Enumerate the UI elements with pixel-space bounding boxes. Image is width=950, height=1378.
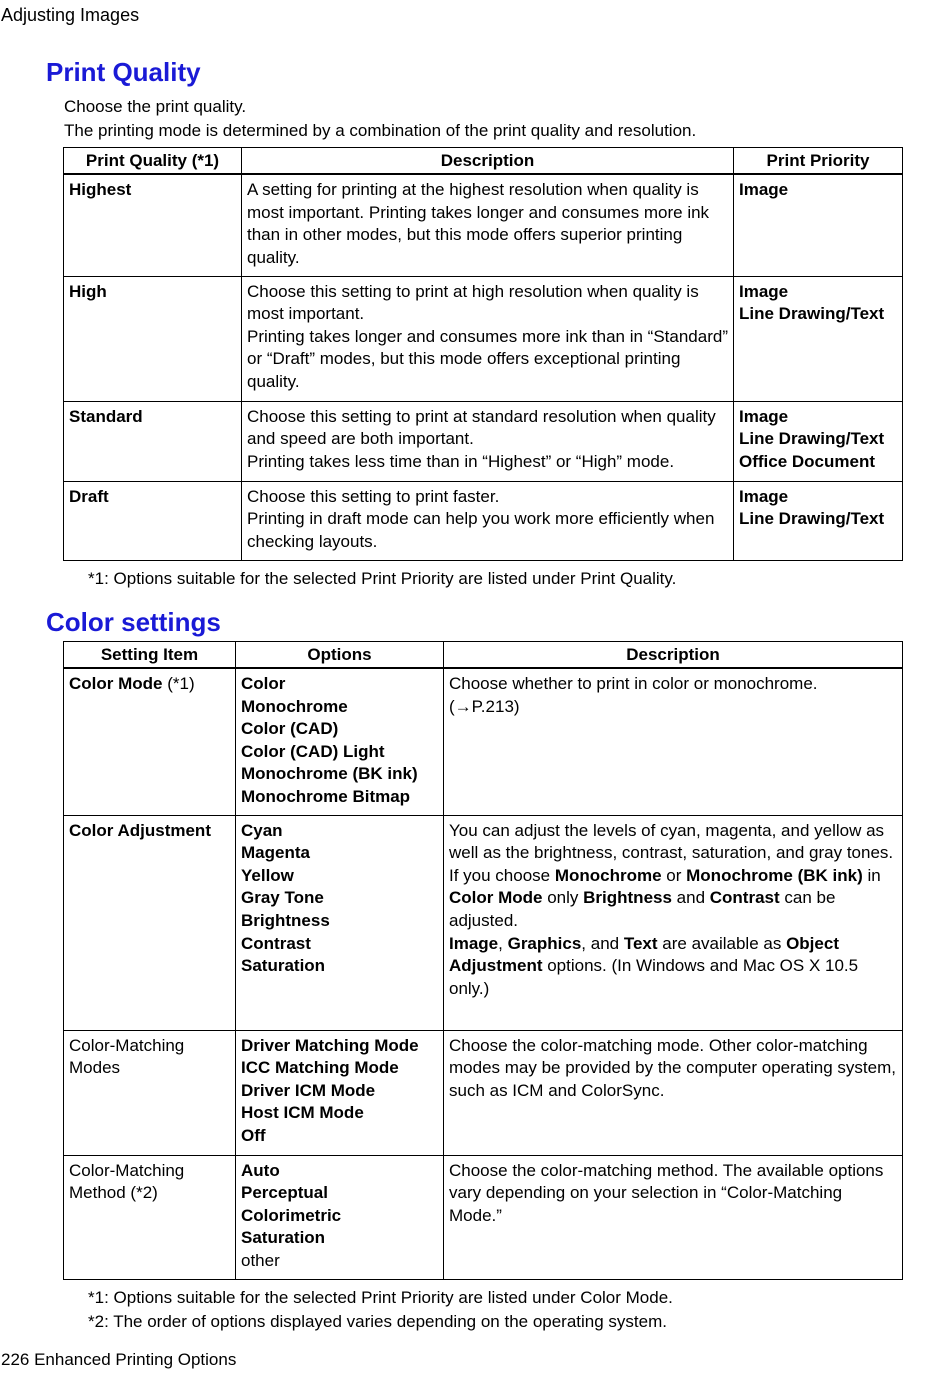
text-run: If you choose (449, 865, 555, 885)
quality-description (242, 276, 734, 401)
option-item: Host ICM Mode (241, 1103, 364, 1123)
table-row (64, 668, 903, 815)
text-run: options. (In Windows and Mac OS X 10.5 only.) (449, 956, 859, 998)
option-item: Driver ICM Mode (241, 1080, 376, 1100)
description-paragraph (449, 933, 897, 1001)
column-header: Print Priority (734, 148, 903, 175)
option-item: Perceptual (241, 1183, 328, 1203)
option-item: Auto (241, 1160, 280, 1180)
description-line: Choose this setting to print faster. (247, 486, 500, 506)
setting-item (64, 668, 236, 815)
description-line: Printing takes less time than in “Highest” or “High” mode. (247, 451, 675, 471)
text-run: or (661, 865, 687, 885)
text-run: , (498, 933, 508, 953)
text-run: only (542, 888, 584, 908)
priority-item: Line Drawing/Text (739, 304, 885, 324)
option-item: Driver Matching Mode (241, 1035, 419, 1055)
quality-priority (734, 174, 903, 276)
setting-item-line: Color-Matching (69, 1035, 185, 1055)
table-header-row (64, 148, 903, 175)
term: Monochrome (BK ink) (686, 865, 863, 885)
print-quality-intro-1: Choose the print quality. (64, 97, 247, 116)
setting-item-line: Method (*2) (69, 1183, 158, 1203)
priority-item: Image (739, 406, 789, 426)
text-run: can be adjusted. (449, 888, 836, 930)
option-item: Saturation (241, 956, 326, 976)
quality-name: Standard (64, 401, 242, 481)
quality-priority (734, 276, 903, 401)
option-item: Yellow (241, 865, 294, 885)
setting-item-name: Color Adjustment (64, 815, 236, 1030)
table-row (64, 174, 903, 276)
option-item: Color (241, 674, 286, 693)
column-header: Setting Item (64, 642, 236, 669)
priority-item: Office Document (739, 451, 876, 471)
term: Contrast (709, 888, 780, 908)
option-item: Monochrome Bitmap (241, 786, 411, 806)
setting-description (444, 668, 903, 815)
term: Text (623, 933, 658, 953)
term: Image (449, 933, 499, 953)
option-item: Cyan (241, 820, 283, 840)
description-line: Choose whether to print in color or monochrome. (449, 674, 818, 693)
option-item: Brightness (241, 910, 330, 930)
priority-item: Image (739, 486, 789, 506)
term: Color Mode (449, 888, 543, 908)
option-item: Gray Tone (241, 888, 324, 908)
running-header: Adjusting Images (1, 5, 140, 25)
option-item: Saturation (241, 1228, 326, 1248)
option-item: other (241, 1250, 280, 1270)
print-quality-table (63, 147, 903, 561)
setting-options (236, 1030, 444, 1155)
color-settings-footnote-1: *1: Options suitable for the selected Print Priority are listed under Color Mode. (88, 1288, 673, 1307)
priority-item: Line Drawing/Text (739, 509, 885, 529)
option-item: Color (CAD) (241, 719, 339, 739)
color-settings-heading: Color settings (46, 607, 221, 637)
quality-description (242, 401, 734, 481)
setting-description: Choose the color-matching mode. Other color-matching modes may be provided by the computer operating system, such as ICM and ColorSync. (444, 1030, 903, 1155)
quality-description: A setting for printing at the highest resolution when quality is most important. Printing takes longer and consumes more ink than in other modes, but this mode offers superior printing quality. (242, 174, 734, 276)
print-quality-intro-2: The printing mode is determined by a combination of the print quality and resolution. (64, 121, 697, 140)
column-header: Description (444, 642, 903, 669)
quality-priority (734, 401, 903, 481)
color-settings-table (63, 641, 903, 1280)
text-run: , and (581, 933, 624, 953)
priority-item: Image (739, 281, 789, 301)
quality-name: Highest (64, 174, 242, 276)
option-item: Off (241, 1125, 266, 1145)
table-row (64, 1030, 903, 1155)
description-line: Printing takes longer and consumes more ink than in “Standard” or “Draft” modes, but this mode offers exceptional printing quality. (247, 326, 728, 391)
print-quality-heading: Print Quality (46, 57, 201, 87)
column-header: Description (242, 148, 734, 175)
color-settings-footnote-2: *2: The order of options displayed varies depending on the operating system. (88, 1312, 667, 1331)
text-run: and (671, 888, 710, 908)
setting-options (236, 815, 444, 1030)
setting-item-note: (*1) (162, 674, 195, 693)
description-line: Choose this setting to print at standard resolution when quality and speed are both important. (247, 406, 716, 449)
table-row (64, 481, 903, 560)
setting-options (236, 668, 444, 815)
option-item: ICC Matching Mode (241, 1058, 399, 1078)
quality-name: Draft (64, 481, 242, 560)
option-item: Color (CAD) Light (241, 741, 385, 761)
column-header: Options (236, 642, 444, 669)
setting-item (64, 1155, 236, 1279)
option-item: Colorimetric (241, 1205, 342, 1225)
setting-item-line: Modes (69, 1058, 121, 1078)
description-paragraph: You can adjust the levels of cyan, magenta, and yellow as well as the brightness, contrast, saturation, and gray tones. (449, 820, 894, 863)
term: Graphics (507, 933, 582, 953)
setting-options (236, 1155, 444, 1279)
setting-description (444, 815, 903, 1030)
setting-description: Choose the color-matching method. The available options vary depending on your selection in “Color-Matching Mode.” (444, 1155, 903, 1279)
table-row (64, 1155, 903, 1279)
table-row (64, 276, 903, 401)
quality-priority (734, 481, 903, 560)
priority-item: Line Drawing/Text (739, 429, 885, 449)
setting-item (64, 1030, 236, 1155)
priority-item: Image (739, 180, 789, 199)
text-run: in (862, 865, 881, 885)
page-footer: 226 Enhanced Printing Options (1, 1350, 237, 1369)
term: Brightness (583, 888, 672, 908)
term: Monochrome (554, 865, 662, 885)
quality-description (242, 481, 734, 560)
table-row (64, 401, 903, 481)
setting-item-name: Color Mode (69, 674, 163, 693)
page-reference: (→P.213) (449, 696, 520, 716)
table-row (64, 815, 903, 1030)
print-quality-footnote: *1: Options suitable for the selected Print Priority are listed under Print Quality. (88, 569, 677, 588)
option-item: Monochrome (241, 696, 348, 716)
description-line: Printing in draft mode can help you work more efficiently when checking layouts. (247, 509, 715, 551)
option-item: Contrast (241, 933, 311, 953)
option-item: Monochrome (BK ink) (241, 764, 418, 784)
text-run: are available as (657, 933, 787, 953)
setting-item-line: Color-Matching (69, 1160, 185, 1180)
description-line: Choose this setting to print at high resolution when quality is most important. (247, 281, 699, 324)
table-header-row (64, 642, 903, 669)
quality-name: High (64, 276, 242, 401)
term: Object Adjustment (449, 933, 839, 976)
description-paragraph (449, 865, 897, 933)
column-header: Print Quality (*1) (64, 148, 242, 175)
option-item: Magenta (241, 843, 310, 863)
